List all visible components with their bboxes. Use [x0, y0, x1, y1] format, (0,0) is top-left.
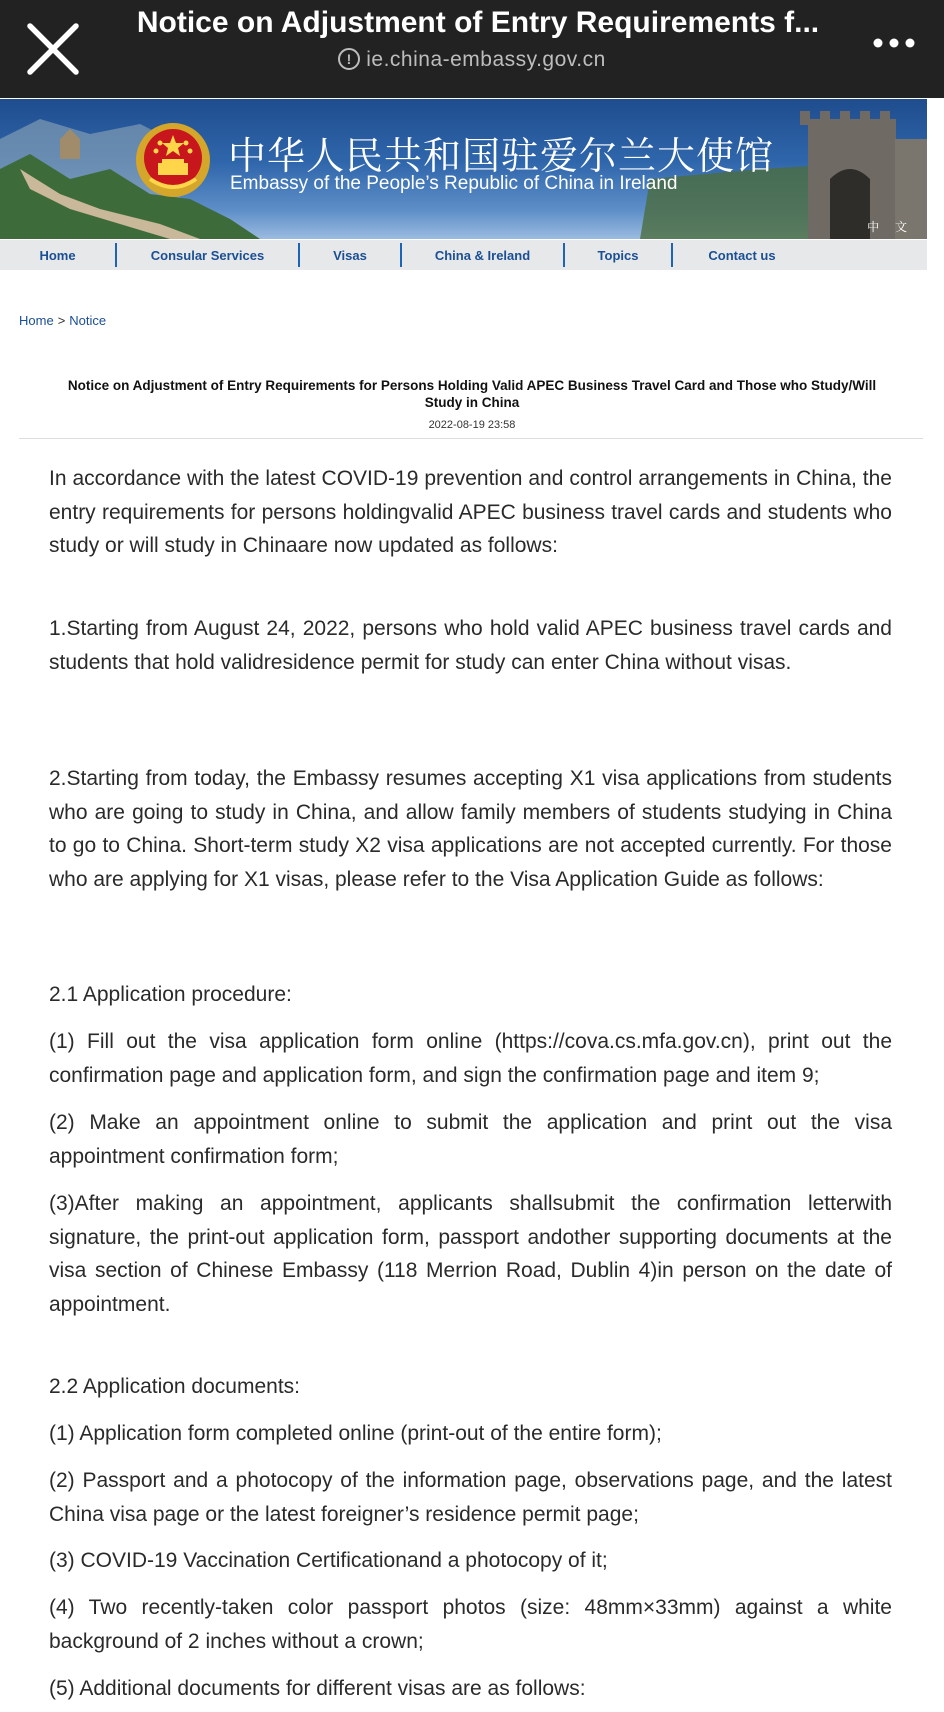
nav-item-topics[interactable]: Topics [597, 247, 639, 263]
browser-top-bar [0, 0, 944, 98]
article-title: Notice on Adjustment of Entry Requirements for Persons Holding Valid APEC Business Travel Card and Those who Study/Will Study in China [67, 378, 877, 410]
nav-item-home[interactable]: Home [39, 247, 76, 263]
browser-page-title: Notice on Adjustment of Entry Requirements f... [136, 6, 820, 39]
more-dots-icon[interactable] [866, 28, 922, 58]
article-paragraph: (2) Passport and a photocopy of the information page, observations page, and the latest China visa page or the latest foreigner’s residence permit page; [49, 1469, 892, 1526]
breadcrumb-separator: > [57, 313, 66, 328]
nav-item-china-ireland[interactable]: China & Ireland [434, 247, 531, 263]
breadcrumb-home-link[interactable]: Home [19, 313, 54, 328]
article-paragraph: 2.1 Application procedure: [49, 983, 292, 1006]
article-paragraph: (3) COVID-19 Vaccination Certificationand a photocopy of it; [49, 1549, 608, 1572]
nav-item-visas[interactable]: Visas [333, 247, 367, 263]
breadcrumb [19, 313, 106, 328]
article-paragraph: (2) Make an appointment online to submit the application and print out the visa appointment confirmation form; [49, 1111, 892, 1168]
article-paragraph: 2.2 Application documents: [49, 1375, 300, 1398]
article-paragraph: In accordance with the latest COVID-19 prevention and control arrangements in China, the entry requirements for persons holdingvalid APEC business travel cards and students who study or will study in Chinaare now updated as follows: [49, 467, 892, 557]
article-paragraph: (3)After making an appointment, applicants shallsubmit the confirmation letterwith signature, the print-out application form, passport andother supporting documents at the visa section of Chinese Embassy (118 Merrion Road, Dublin 4)in person on the date of appointment. [49, 1192, 892, 1316]
article-paragraph: 1.Starting from August 24, 2022, persons who hold valid APEC business travel cards and students that hold validresidence permit for study can enter China without visas. [49, 617, 892, 674]
nav-item-contact-us[interactable]: Contact us [708, 247, 776, 263]
article-paragraph: (1) Fill out the visa application form online (https://cova.cs.mfa.gov.cn), print out the confirmation page and application form, and sign the confirmation page and item 9; [49, 1030, 892, 1087]
article-paragraph: (4) Two recently-taken color passport photos (size: 48mm×33mm) against a white background of 2 inches without a crown; [49, 1596, 892, 1653]
browser-url[interactable] [0, 48, 944, 72]
embassy-banner [0, 99, 927, 239]
nav-item-consular-services[interactable]: Consular Services [150, 247, 265, 263]
breadcrumb-current-link[interactable]: Notice [69, 313, 107, 328]
info-icon: ! [338, 48, 360, 70]
article-paragraph: 2.Starting from today, the Embassy resumes accepting X1 visa applications from students who are going to study in China, and allow family members of students studying in China to go to China. Short-term study X2 visa applications are not accepted currently. For those who are applying for X1 visas, please refer to the Visa Application Guide as follows: [49, 767, 892, 891]
national-emblem-icon [134, 121, 212, 199]
article-date: 2022-08-19 23:58 [428, 419, 516, 431]
article-paragraph: (5) Additional documents for different visas are as follows: [49, 1677, 586, 1700]
banner-title-english: Embassy of the People’s Republic of China in Ireland [230, 173, 678, 194]
main-nav [0, 240, 927, 270]
url-text: ie.china-embassy.gov.cn [366, 48, 606, 71]
title-divider [19, 438, 923, 439]
article-paragraph: (1) Application form completed online (print-out of the entire form); [49, 1422, 662, 1445]
language-switch-link[interactable]: 中 文 [867, 220, 913, 234]
banner-title-chinese: 中华人民共和国驻爱尔兰大使馆 [228, 134, 775, 178]
